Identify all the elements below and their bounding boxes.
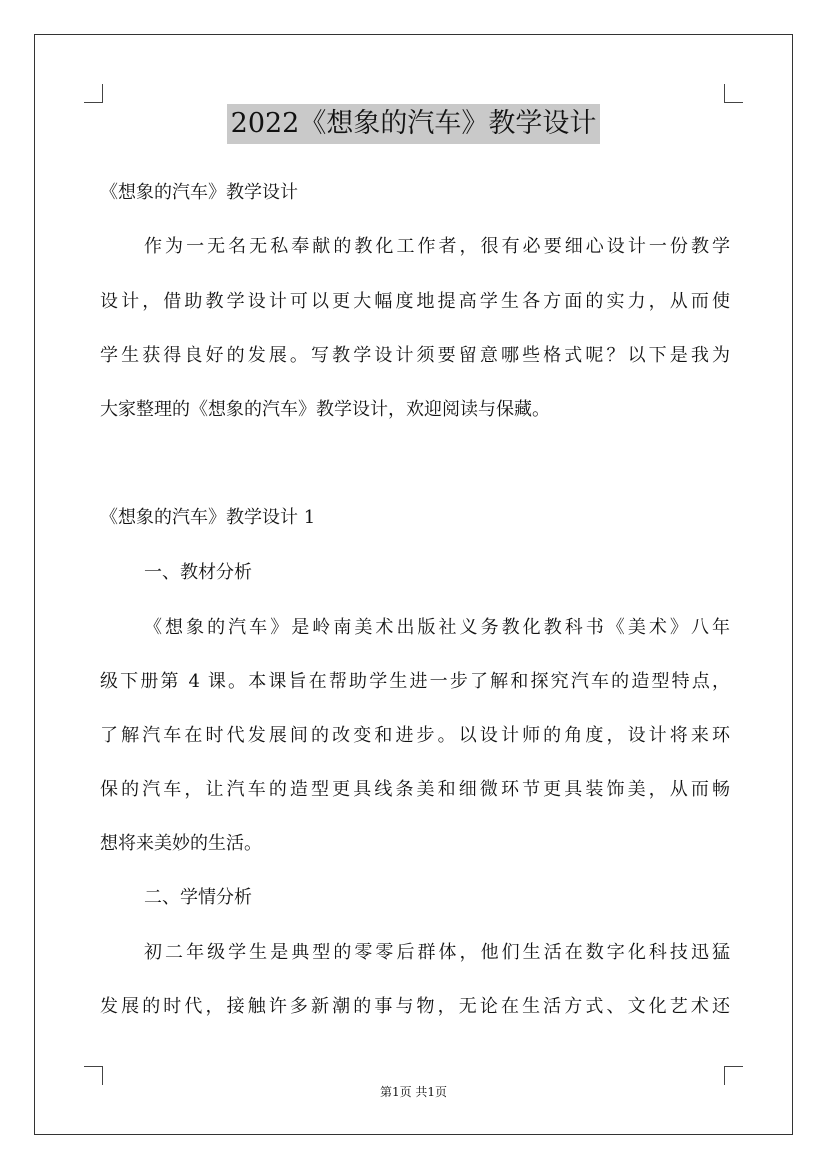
section-heading: 《想象的汽车》教学设计 1	[100, 507, 316, 528]
document-title-wrap	[0, 104, 827, 144]
paragraph-line-1: 作为一无名无私奉献的教化工作者，很有必要细心设计一份教学	[144, 236, 730, 257]
crop-mark-top-left	[84, 84, 103, 103]
crop-mark-top-right	[724, 84, 743, 103]
page-footer: 第1页 共1页	[379, 1085, 448, 1099]
paragraph-line-2: 设计，借助教学设计可以更大幅度地提高学生各方面的实力，从而使	[100, 291, 730, 312]
paragraph-line-11: 发展的时代，接触许多新潮的事与物，无论在生活方式、文化艺术还	[100, 996, 730, 1017]
document-title: 2022《想象的汽车》教学设计	[227, 104, 601, 144]
paragraph-line-10: 初二年级学生是典型的零零后群体，他们生活在数字化科技迅猛	[144, 942, 730, 963]
subheading-learning-situation: 二、学情分析	[144, 887, 252, 908]
paragraph-line-8: 保的汽车，让汽车的造型更具线条美和细微环节更具装饰美，从而畅	[100, 779, 730, 800]
paragraph-line-6: 级下册第 4 课。本课旨在帮助学生进一步了解和探究汽车的造型特点，	[100, 671, 730, 692]
paragraph-line-9: 想将来美妙的生活。	[100, 833, 262, 854]
paragraph-line-3: 学生获得良好的发展。写教学设计须要留意哪些格式呢？以下是我为	[100, 345, 730, 366]
paragraph-line-7: 了解汽车在时代发展间的改变和进步。以设计师的角度，设计将来环	[100, 725, 730, 746]
subtitle: 《想象的汽车》教学设计	[100, 182, 298, 203]
paragraph-line-5: 《想象的汽车》是岭南美术出版社义务教化教科书《美术》八年	[144, 617, 730, 638]
paragraph-line-4: 大家整理的《想象的汽车》教学设计，欢迎阅读与保藏。	[100, 399, 550, 420]
subheading-teaching-material: 一、教材分析	[144, 562, 252, 583]
